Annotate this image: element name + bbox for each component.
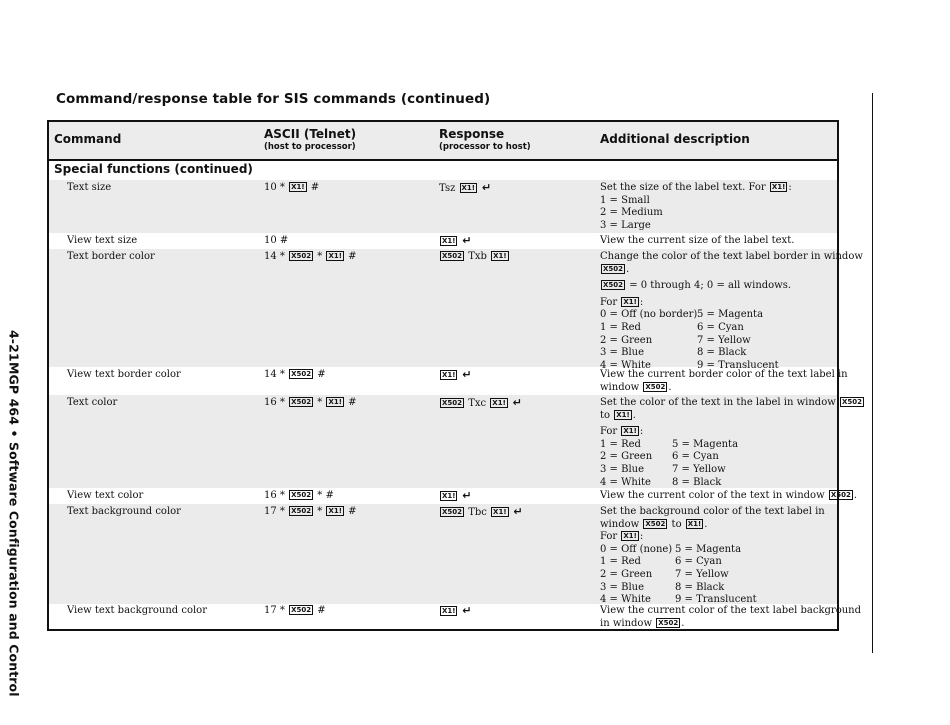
response: X502 Tbc X1! ↵ [442, 505, 523, 518]
return-icon: ↵ [458, 368, 472, 381]
command-table [47, 120, 863, 631]
variable-box: X502 [603, 281, 624, 290]
variable-box: X1! [442, 607, 456, 615]
table-header [49, 122, 837, 161]
variable-box: X502 [442, 399, 463, 407]
variable-box: X1! [328, 507, 342, 515]
variable-box: X502 [291, 398, 312, 406]
command-name: View text size [67, 235, 138, 246]
header-response: Response (processor to host) [439, 127, 531, 152]
table-row [49, 367, 848, 395]
ascii-command: 14 * X502 # [264, 369, 326, 380]
description: View the current border color of the text label in window X502 . [600, 369, 848, 393]
ascii-command: 10 # [264, 235, 289, 246]
variable-box: X1! [616, 410, 630, 419]
variable-box: X502 [442, 252, 463, 260]
variable-box: X1! [442, 492, 456, 500]
ascii-command: 16 * X502 * X1! # [264, 397, 357, 408]
description: View the current color of the text label background in window X502 . [600, 605, 862, 629]
variable-box: X1! [291, 183, 305, 191]
command-name: Text color [67, 397, 118, 408]
variable-box: X502 [291, 370, 312, 378]
margin-rule [872, 93, 873, 653]
header-description: Additional description [600, 132, 750, 146]
command-name: View text background color [67, 605, 207, 616]
return-icon: ↵ [508, 396, 522, 409]
table-row [49, 249, 863, 371]
variable-box: X1! [623, 427, 637, 436]
variable-box: X1! [687, 519, 702, 528]
variable-box: X502 [645, 382, 666, 391]
page-number: 4-21 [6, 330, 22, 362]
variable-box: X1! [623, 297, 637, 306]
command-name: View text border color [67, 369, 181, 380]
return-icon: ↵ [509, 505, 523, 518]
variable-box: X502 [658, 618, 679, 627]
response [439, 605, 472, 619]
variable-box: X1! [461, 184, 475, 192]
header-ascii: ASCII (Telnet) (host to processor) [264, 127, 357, 152]
table-row [49, 395, 862, 488]
table-row [49, 504, 837, 604]
side-title [2, 330, 26, 697]
response [439, 490, 472, 504]
variable-box: X1! [442, 237, 456, 245]
ascii-command: 16 * X502 * # [264, 490, 334, 501]
ascii-command: 17 * X502 # [264, 605, 326, 616]
variable-box: X1! [493, 508, 507, 516]
table-row [49, 233, 837, 249]
section-title: Special functions (continued) [54, 162, 253, 176]
description: Set the size of the label text. For X1! : 1 = Small 2 = Medium 3 = Large [600, 182, 792, 231]
variable-box: X502 [645, 519, 666, 528]
response [439, 235, 472, 249]
header-command: Command [54, 132, 122, 146]
return-icon: ↵ [478, 181, 492, 194]
description: Change the color of the text label border in window X502 . X502 = 0 through 4; 0 = all windows. For X1! : 0 = Off (no border)5 = Magenta 1 = Red 6 = Cyan 2 = Green 7 = Yellow 3 = Blue 8 = Black 4 = White 9 = Translucent [600, 251, 863, 371]
response: X502 Txb X1! [442, 251, 507, 262]
return-icon: ↵ [458, 234, 472, 247]
variable-box: X502 [841, 398, 862, 406]
variable-box: X1! [328, 252, 342, 260]
variable-box: X1! [623, 532, 637, 541]
description: Set the color of the text in the label in window X502 to X1! . For X1! : 1 = Red 5 = Magenta 2 = Green 6 = Cyan 3 = Blue 7 = Yellow 4 = White 8 = Black [600, 397, 862, 488]
description: View the current color of the text in window X502 . [600, 490, 858, 501]
manual-title: MGP 464 • Software Configuration and Control [6, 361, 22, 697]
variable-box: X502 [291, 606, 312, 614]
description: Set the background color of the text label in window X502 to X1! . For X1! : 0 = Off (none) 5 = Magenta 1 = Red 6 = Cyan 2 = Green 7 = Yellow 3 = Blue 8 = Black 4 = White 9 = Translucent [600, 506, 825, 606]
command-name: Text background color [67, 506, 181, 517]
variable-box: X502 [603, 264, 624, 273]
variable-box: X1! [492, 399, 506, 407]
response [439, 369, 472, 383]
variable-box: X502 [291, 507, 312, 515]
variable-box: X502 [291, 491, 312, 499]
variable-box: X1! [328, 398, 342, 406]
page-heading: Command/response table for SIS commands (continued) [56, 91, 491, 107]
variable-box: X1! [442, 371, 456, 379]
ascii-command: 17 * X502 * X1! # [264, 506, 357, 517]
ascii-command: 14 * X502 * X1! # [264, 251, 357, 262]
variable-box: X1! [493, 252, 507, 260]
description: View the current size of the label text. [600, 235, 795, 246]
variable-box: X502 [442, 508, 463, 516]
return-icon: ↵ [458, 604, 472, 617]
variable-box: X502 [830, 491, 851, 499]
response: X502 Txc X1! ↵ [442, 396, 522, 409]
ascii-command: 10 * X1! # [264, 182, 320, 193]
response: Tsz X1! ↵ [439, 181, 492, 194]
command-name: Text border color [67, 251, 155, 262]
command-name: View text color [67, 490, 144, 501]
table-row [49, 180, 837, 233]
variable-box: X1! [771, 183, 786, 191]
return-icon: ↵ [458, 489, 472, 502]
command-name: Text size [67, 182, 112, 193]
table-row [49, 604, 862, 631]
table-row [49, 488, 858, 504]
variable-box: X502 [291, 252, 312, 260]
